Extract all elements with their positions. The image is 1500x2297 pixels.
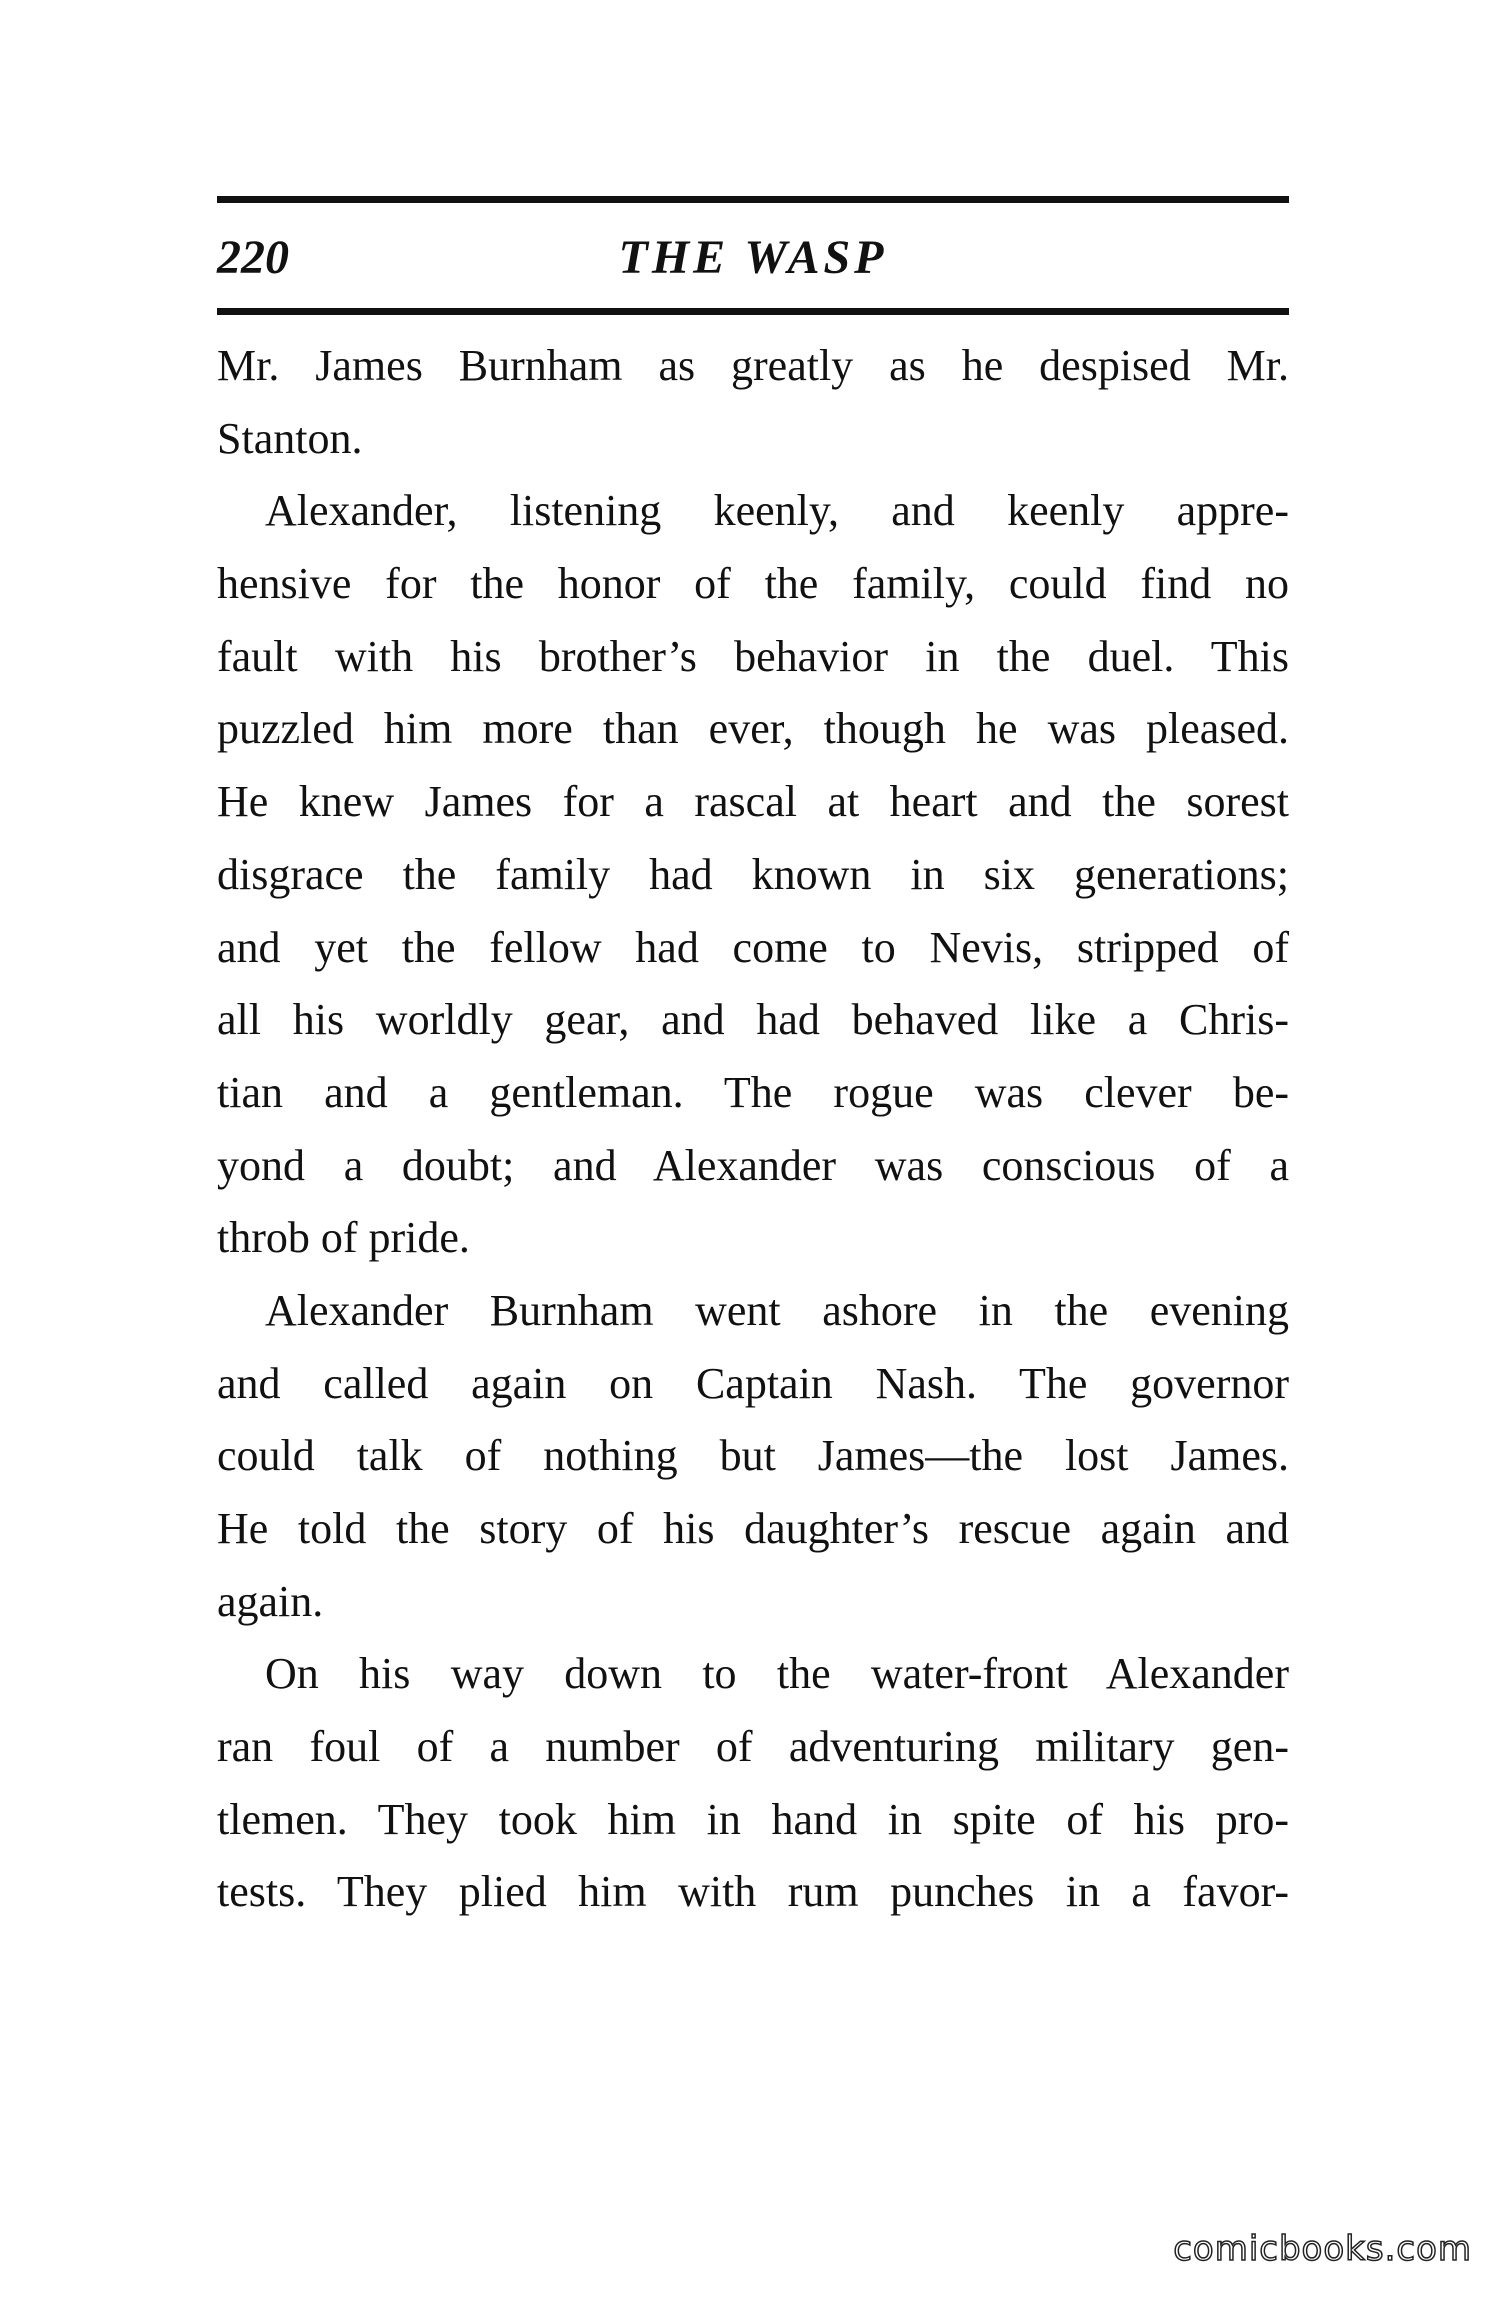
text-line: Alexander Burnham went ashore in the evening <box>265 1285 1289 1335</box>
text-line: again. <box>217 1576 324 1626</box>
running-title: THE WASP <box>618 231 888 284</box>
text-line: could talk of nothing but James—the lost James. <box>217 1431 1289 1481</box>
text-line: tian and a gentleman. The rogue was clever be- <box>217 1067 1289 1117</box>
header-rule-bottom <box>217 308 1289 315</box>
page-number: 220 <box>217 231 289 284</box>
text-line: tests. They plied him with rum punches in a favor- <box>217 1867 1289 1917</box>
text-line: Stanton. <box>217 413 363 463</box>
text-line: Alexander, listening keenly, and keenly appre- <box>265 486 1289 536</box>
watermark: comicbooks.com <box>1173 2229 1472 2269</box>
text-line: yond a doubt; and Alexander was conscious of a <box>217 1140 1289 1190</box>
text-line: Mr. James Burnham as greatly as he despised Mr. <box>217 341 1289 390</box>
text-line: and yet the fellow had come to Nevis, stripped of <box>217 922 1289 972</box>
header-rule-top <box>217 196 1289 203</box>
text-line: all his worldly gear, and had behaved like a Chris- <box>217 995 1289 1045</box>
running-header <box>217 228 1289 288</box>
text-line: He knew James for a rascal at heart and the sorest <box>217 777 1289 827</box>
text-line: fault with his brother’s behavior in the duel. This <box>217 631 1289 681</box>
text-line: ran foul of a number of adventuring military gen- <box>217 1722 1289 1772</box>
page-body <box>217 330 1289 1929</box>
text-line: disgrace the family had known in six generations; <box>217 849 1289 899</box>
text-line: and called again on Captain Nash. The governor <box>217 1358 1289 1408</box>
text-line: throb of pride. <box>217 1213 470 1263</box>
text-line: He told the story of his daughter’s rescue again and <box>217 1504 1289 1553</box>
text-line: tlemen. They took him in hand in spite of his pro- <box>217 1794 1289 1844</box>
text-line: On his way down to the water-front Alexander <box>265 1649 1289 1699</box>
text-line: puzzled him more than ever, though he was pleased. <box>217 704 1289 754</box>
text-line: hensive for the honor of the family, could find no <box>217 559 1289 609</box>
